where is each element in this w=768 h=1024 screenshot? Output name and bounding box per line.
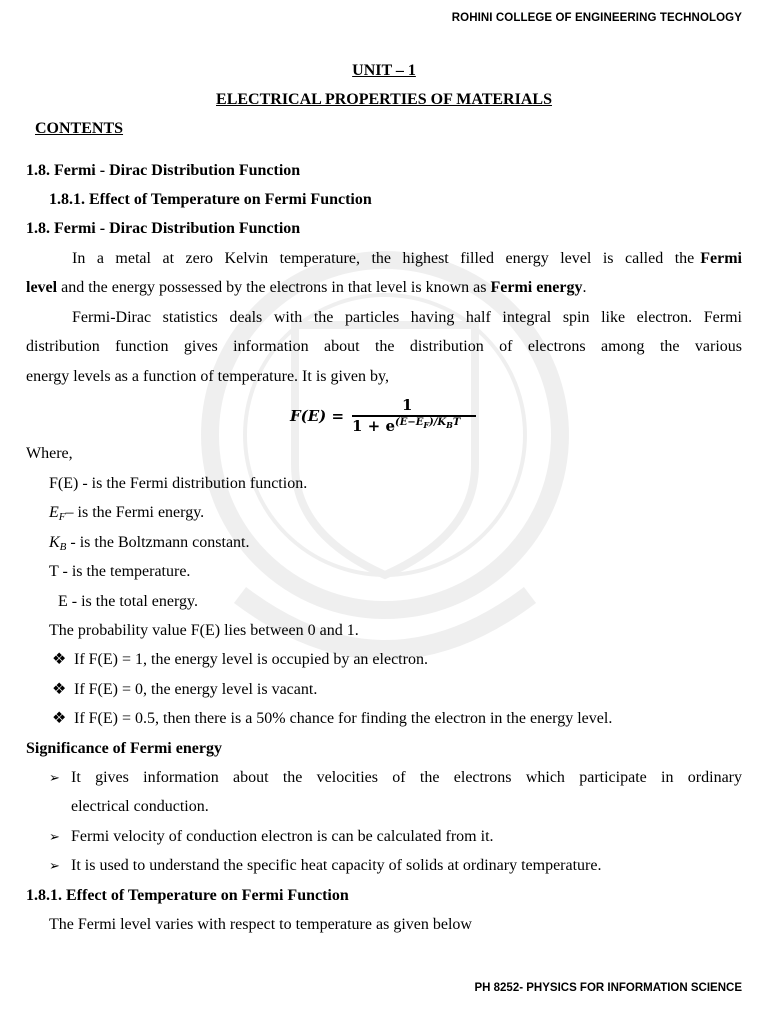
paragraph-text: . <box>582 279 587 296</box>
paragraph-line: distribution function gives information about the distribution of electrons among the various <box>26 338 742 355</box>
paragraph-line: energy levels as a function of temperature. It is given by, <box>26 368 389 385</box>
list-item <box>52 681 317 699</box>
effect-heading: 1.8.1. Effect of Temperature on Fermi Function <box>26 887 349 904</box>
arrow-bullet-icon: ➢ <box>49 770 60 785</box>
paragraph-line: Fermi-Dirac statistics deals with the particles having half integral spin like electron. Fermi <box>72 309 742 326</box>
page-footer: PH 8252- PHYSICS FOR INFORMATION SCIENCE <box>474 982 742 994</box>
paragraph-line <box>26 279 586 297</box>
list-item <box>49 828 494 846</box>
paragraph-line <box>72 250 742 268</box>
ef-subscript: F <box>58 511 66 523</box>
unit-title: UNIT – 1 <box>352 62 416 79</box>
paragraph-text: and the energy possessed by the electrons in that level is known as <box>57 279 491 296</box>
ef-symbol: E <box>49 504 59 521</box>
subject-title: ELECTRICAL PROPERTIES OF MATERIALS <box>216 91 552 108</box>
list-item-text: It is used to understand the specific heat capacity of solids at ordinary temperature. <box>71 857 602 874</box>
definition-item: F(E) - is the Fermi distribution function. <box>49 475 308 492</box>
term-fermi: Fermi <box>700 250 742 267</box>
ef-definition: – is the Fermi energy. <box>65 504 205 521</box>
list-item-text: If F(E) = 0.5, then there is a 50% chance for finding the electron in the energy level. <box>74 710 613 727</box>
definition-item: E - is the total energy. <box>58 593 198 610</box>
contents-heading: CONTENTS <box>35 120 124 137</box>
list-item-text: Fermi velocity of conduction electron is can be calculated from it. <box>71 828 494 845</box>
kb-subscript: B <box>59 541 67 553</box>
arrow-bullet-icon: ➢ <box>49 858 60 873</box>
where-label: Where, <box>26 445 73 462</box>
kb-symbol: K <box>49 534 60 551</box>
list-item-text: It gives information about the velocities of the electrons which participate in ordinary <box>71 769 742 786</box>
denominator-exponent: (E−EF)/KBT <box>395 417 461 430</box>
denominator-base: 1 + e <box>352 417 395 435</box>
list-item-continuation: electrical conduction. <box>71 798 209 815</box>
paragraph-text: In a metal at zero Kelvin temperature, the highest filled energy level is called the <box>72 250 695 267</box>
arrow-bullet-icon: ➢ <box>49 829 60 844</box>
list-item <box>49 769 742 787</box>
definition-item: T - is the temperature. <box>49 563 191 580</box>
list-item <box>52 710 612 728</box>
page-header: ROHINI COLLEGE OF ENGINEERING TECHNOLOGY <box>451 12 742 24</box>
kb-definition: - is the Boltzmann constant. <box>66 534 250 551</box>
list-item <box>52 651 428 669</box>
contents-item: 1.8. Fermi - Dirac Distribution Function <box>26 162 301 179</box>
probability-text: The probability value F(E) lies between 0 and 1. <box>49 622 359 639</box>
list-item <box>49 857 601 875</box>
definition-item <box>49 504 204 526</box>
list-item-text: If F(E) = 0, the energy level is vacant. <box>74 681 318 698</box>
term-level: level <box>26 279 58 296</box>
formula-denominator <box>352 417 460 435</box>
fermi-dirac-formula <box>290 396 480 436</box>
list-item-text: If F(E) = 1, the energy level is occupied by an electron. <box>74 651 428 668</box>
significance-heading: Significance of Fermi energy <box>26 740 222 757</box>
definition-item <box>49 534 249 556</box>
diamond-bullet-icon: ❖ <box>52 651 67 668</box>
formula-numerator: 1 <box>402 396 413 414</box>
contents-item: 1.8.1. Effect of Temperature on Fermi Function <box>49 191 372 208</box>
section-heading: 1.8. Fermi - Dirac Distribution Function <box>26 220 301 237</box>
effect-text: The Fermi level varies with respect to temperature as given below <box>49 916 472 933</box>
diamond-bullet-icon: ❖ <box>52 710 67 727</box>
formula-lhs: F(E) = <box>290 407 345 425</box>
diamond-bullet-icon: ❖ <box>52 681 67 698</box>
term-fermi-energy: Fermi energy <box>490 279 583 296</box>
